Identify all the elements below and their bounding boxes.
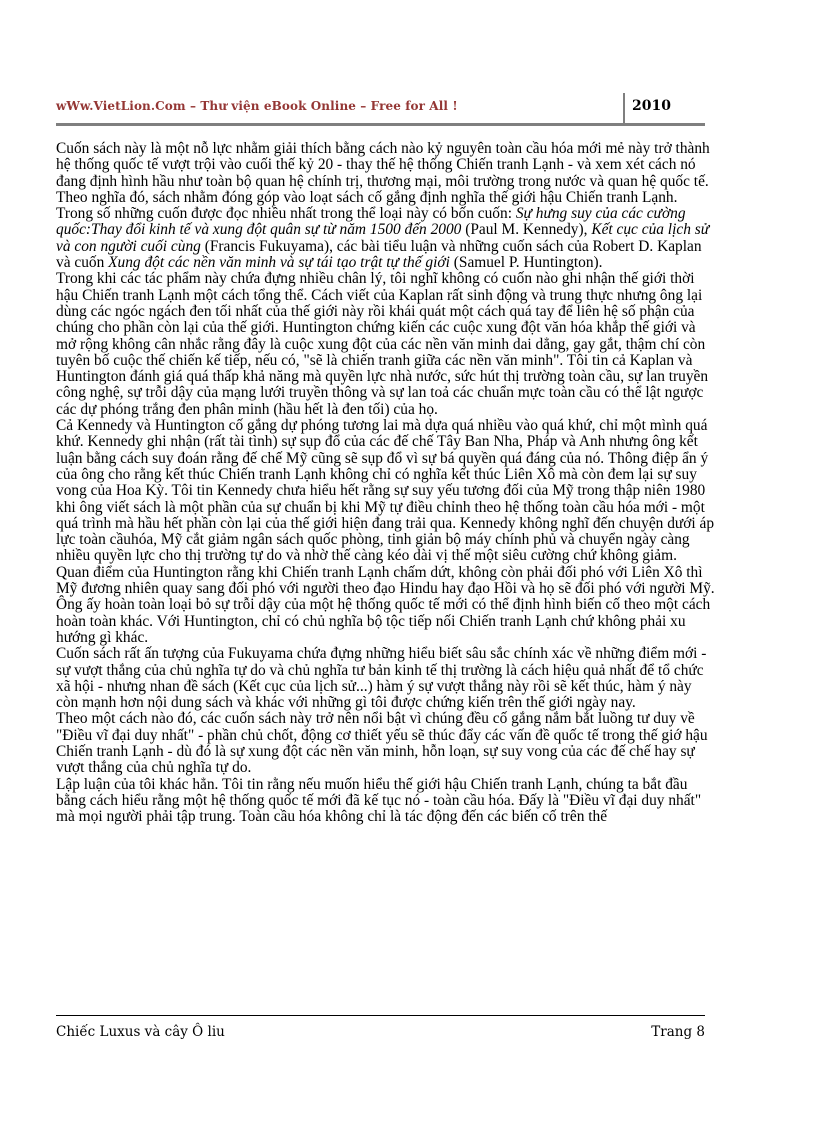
paragraph-4: Quan điểm của Huntington rằng khi Chiến tranh Lạnh chấm dứt, không còn phải đối phó với Liên Xô thì Mỹ đương nhiên quay sang đối phó với người theo đạo Hindu hay đạo Hồi và họ sẽ đối phó với người Mỹ. Ông ấy hoàn toàn loại bỏ sự trỗi dậy của một hệ thống quốc tế mới có thể định hình biến cố theo một cách hoàn toàn khác. Với Huntington, chỉ có chủ nghĩa bộ tộc tiếp nối Chiến tranh Lạnh chứ không phải xu hướng gì khác. <box>56 563 715 646</box>
page-footer <box>56 1015 705 1046</box>
header-site-title: wWw.VietLion.Com – Thư viện eBook Online – Free for All ! <box>56 99 458 113</box>
paragraph-1-text-b: (Paul M. Kennedy), <box>461 221 592 239</box>
footer-book-title: Chiếc Luxus và cây Ô liu <box>56 1024 225 1040</box>
paragraph-1 <box>56 141 716 271</box>
paragraph-1-text-c: (Francis Fukuyama), các bài tiểu luận và những cuốn sách của Robert D. Kaplan và cuốn <box>56 237 702 272</box>
paragraph-5: Cuốn sách rất ấn tượng của Fukuyama chứa đựng những hiểu biết sâu sắc chính xác về những điểm mới - sự vượt thắng của chủ nghĩa tự do và chủ nghĩa tư bản kinh tế thị trường là cách hiệu quả nhất để tổ chức xã hội - nhưng nhan đề sách (Kết cục của lịch sử...) hàm ý sự vượt thắng này rồi sẽ kết thúc, hàm ý này còn mạnh hơn nội dung sách và khác với những gì tôi được chứng kiến trên thế giới ngày nay. <box>56 645 707 712</box>
paragraph-6: Theo một cách nào đó, các cuốn sách này trở nên nổi bật vì chúng đều cố gắng nắm bắt luồng tư duy về "Điều vĩ đại duy nhất" - phần chủ chốt, động cơ thiết yếu sẽ thúc đẩy các vấn đề quốc tế trong thế giớ hậu Chiến tranh Lạnh - dù đó là sự xung đột các nền văn minh, hỗn loạn, sự suy vong của các đế chế hay sự vượt thắng của chủ nghĩa tự do. <box>56 710 708 777</box>
body-text <box>56 141 716 825</box>
paragraph-7: Lập luận của tôi khác hẳn. Tôi tin rằng nếu muốn hiểu thế giới hậu Chiến tranh Lạnh, chúng ta bắt đầu bằng cách hiểu rằng một hệ thống quốc tế mới đã kế tục nó - toàn cầu hóa. Đấy là "Điều vĩ đại duy nhất" mà mọi người phải tập trung. Toàn cầu hóa không chỉ là tác động đến các biến cố trên thế <box>56 775 702 826</box>
page-header <box>56 93 705 126</box>
book-title-fukuyama: Kết cục của lịch sử và con người cuối cùng <box>56 221 710 255</box>
paragraph-2: Trong khi các tác phẩm này chứa đựng nhiều chân lý, tôi nghĩ không có cuốn nào ghi nhận thế giới thời hậu Chiến tranh Lạnh một cách tổng thể. Cách viết của Kaplan rất sinh động và trung thực nhưng ông lại dùng các ngóc ngách đen tối nhất của thế giới này rồi khái quát một cách quá tay để liên hệ số phận của chúng cho phần còn lại của thế giới. Huntington chứng kiến các cuộc xung đột văn hóa khắp thế giới và mở rộng không cân nhắc rằng đây là cuộc xung đột của các nền văn minh dai dẳng, gay gắt, thậm chí còn tuyên bố cuộc thế chiến kế tiếp, nếu có, "sẽ là chiến tranh giữa các nền văn minh". Tôi tin cả Kaplan và Huntington đánh giá quá thấp khả năng mà quyền lực nhà nước, sức hút thị trường toàn cầu, sự lan truyền công nghệ, sự trỗi dậy của mạng lưới truyền thông và sự lan toả các chuẩn mực toàn cầu có thể lật ngược các dự phóng trắng đen phân minh (hầu hết là đen tối) của họ. <box>56 270 709 418</box>
book-title-kennedy: Sự hưng suy của các cường quốc:Thay đổi kinh tế và xung đột quân sự từ năm 1500 đến 2000 <box>56 205 686 239</box>
paragraph-1-text-a: Cuốn sách này là một nỗ lực nhằm giải thích bằng cách nào kỷ nguyên toàn cầu hóa mới mẻ này trở thành hệ thống quốc tế vượt trội vào cuối thế kỷ 20 - thay thế hệ thống Chiến tranh Lạnh - và xem xét cách nó đang định hình hầu như toàn bộ quan hệ chính trị, thương mại, môi trường trong nước và quan hệ quốc tế. Theo nghĩa đó, sách nhằm đóng góp vào loạt sách cố gắng định nghĩa thế giới hậu Chiến tranh Lạnh. Trong số những cuốn được đọc nhiều nhất trong thể loại này có bốn cuốn: <box>56 140 710 223</box>
paragraph-1-text-d: (Samuel P. Huntington). <box>449 254 603 272</box>
footer-page-number: Trang 8 <box>651 1024 705 1040</box>
paragraph-3: Cả Kennedy và Huntington cố gắng dự phóng tương lai mà dựa quá nhiều vào quá khứ, chỉ một mình quá khứ. Kennedy ghi nhận (rất tài tình) sự sụp đổ của các đế chế Tây Ban Nha, Pháp và Anh nhưng ông kết luận bằng cách suy đoán rằng đế chế Mỹ cũng sẽ sụp đổ vì sự bá quyền quá đáng của nó. Thông điệp ẩn ý của ông cho rằng kết thúc Chiến tranh Lạnh không chỉ có nghĩa kết thúc Liên Xô mà còn đem lại sự suy vong của Hoa Kỳ. Tôi tin Kennedy chưa hiểu hết rằng sự suy yếu tương đối của Mỹ trong thập niên 1980 khi ông viết sách là một phần của sự chuẩn bị khi Mỹ tự điều chỉnh theo hệ thống toàn cầu hóa mới - một quá trình mà hầu hết phần còn lại của thế giới hiện đang trải qua. Kennedy không nghĩ đến chuyện dưới áp lực toàn cầuhóa, Mỹ cắt giảm ngân sách quốc phòng, tinh giản bộ máy chính phủ và chuyển ngày càng nhiều quyền lực cho thị trường tự do và nhờ thế càng kéo dài vị thế một siêu cường chứ không giảm. <box>56 417 715 565</box>
header-year: 2010 <box>632 98 671 114</box>
header-divider <box>623 93 625 123</box>
book-title-huntington: Xung đột các nền văn minh và sự tái tạo trật tự thế giới <box>108 254 450 272</box>
